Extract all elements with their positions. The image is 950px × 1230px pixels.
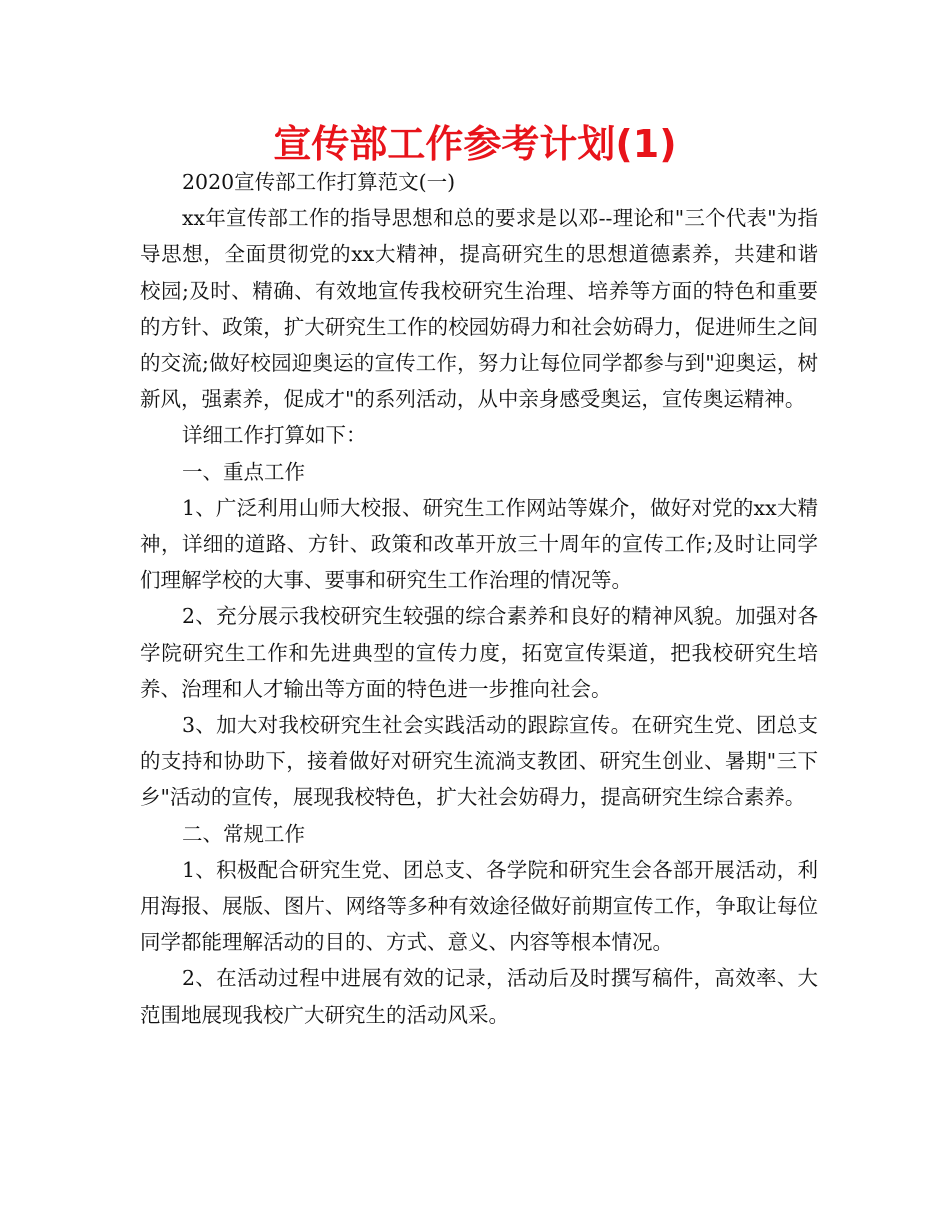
document-body <box>140 164 818 1033</box>
routine-work-item-2: 2、在活动过程中进展有效的记录，活动后及时撰写稿件，高效率、大范围地展现我校广大研究生的活动风采。 <box>140 966 818 1027</box>
section-heading-routine-work: 二、常规工作 <box>182 821 305 846</box>
key-work-item-2: 2、充分展示我校研究生较强的综合素养和良好的精神风貌。加强对各学院研究生工作和先进典型的宣传力度，拓宽宣传渠道，把我校研究生培养、治理和人才输出等方面的特色进一步推向社会。 <box>140 604 818 701</box>
routine-work-item-1: 1、积极配合研究生党、团总支、各学院和研究生会各部开展活动，利用海报、展版、图片、网络等多种有效途径做好前期宣传工作，争取让每位同学都能理解活动的目的、方式、意义、内容等根本情况。 <box>140 857 818 955</box>
document-title: 宣传部工作参考计划(1) <box>273 122 677 166</box>
subtitle-paragraph: 2020宣传部工作打算范文(一) <box>182 170 456 194</box>
intro-paragraph: xx年宣传部工作的指导思想和总的要求是以邓--理论和"三个代表"为指导思想，全面贯彻党的xx大精神，提高研究生的思想道德素养，共建和谐校园;及时、精确、有效地宣传我校研究生治理、培养等方面的特色和重要的方针、政策，扩大研究生工作的校园妨碍力和社会妨碍力，促进师生之间的交流;做好校园迎奥运的宣传工作，努力让每位同学都参与到"迎奥运，树新风，强素养，促成才"的系列活动，从中亲身感受奥运，宣传奥运精神。 <box>140 206 818 412</box>
key-work-item-3: 3、加大对我校研究生社会实践活动的跟踪宣传。在研究生党、团总支的支持和协助下，接着做好对研究生流淌支教团、研究生创业、暑期"三下乡"活动的宣传，展现我校特色，扩大社会妨碍力，提高研究生综合素养。 <box>140 713 818 810</box>
plan-intro-paragraph: 详细工作打算如下： <box>182 423 367 448</box>
section-heading-key-work: 一、重点工作 <box>182 459 305 484</box>
key-work-item-1: 1、广泛利用山师大校报、研究生工作网站等媒介，做好对党的xx大精神，详细的道路、方针、政策和改革开放三十周年的宣传工作;及时让同学们理解学校的大事、要事和研究生工作治理的情况等。 <box>140 495 818 593</box>
